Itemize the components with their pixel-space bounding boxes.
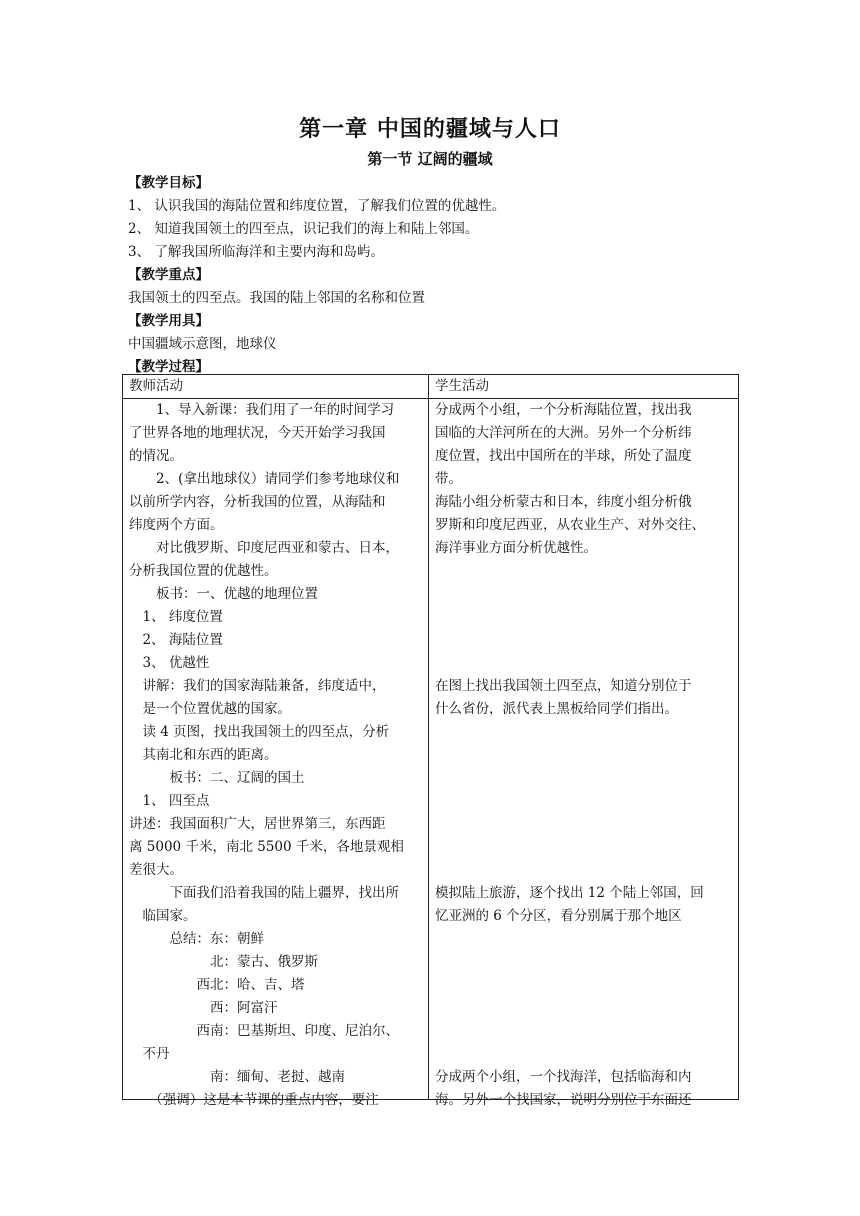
student-activity-header: 学生活动 <box>429 375 739 399</box>
key-points-text: 我国领土的四至点。我国的陆上邻国的名称和位置 <box>128 290 425 306</box>
teacher-activity-line: 2、(拿出地球仪）请同学们参考地球仪和 <box>129 471 400 487</box>
teacher-activity-line: 不丹 <box>129 1046 170 1062</box>
student-activity-line: 什么省份，派代表上黑板给同学们指出。 <box>435 701 678 717</box>
teacher-activity-line: 离 5000 千米，南北 5500 千米，各地景观相 <box>129 839 404 855</box>
chapter-title: 第一章 中国的疆域与人口 <box>299 117 561 142</box>
teacher-activity-line: 讲述：我国面积广大，居世界第三，东西距 <box>129 816 386 832</box>
teacher-activity-line: 2、 海陆位置 <box>129 632 223 648</box>
student-activity-line: 分成两个小组，一个分析海陆位置，找出我 <box>435 402 692 418</box>
teacher-activity-line: 板书：一、优越的地理位置 <box>129 586 318 602</box>
teacher-activity-line: 总结：东：朝鲜 <box>129 931 264 947</box>
teacher-activity-line: 的情况。 <box>129 448 183 464</box>
teacher-activity-line: 读 4 页图，找出我国领土的四至点，分析 <box>129 724 390 740</box>
student-activity-line: 海洋事业方面分析优越性。 <box>435 540 597 556</box>
student-activity-line: 海陆小组分析蒙古和日本，纬度小组分析俄 <box>435 494 692 510</box>
teacher-activity-line: 西南：巴基斯坦、印度、尼泊尔、 <box>129 1023 399 1039</box>
student-activity-line: 度位置，找出中国所在的半球，所处了温度 <box>435 448 692 464</box>
objective-line: 3、 了解我国所临海洋和主要内海和岛屿。 <box>128 244 384 260</box>
student-activity-line: 分成两个小组，一个找海洋，包括临海和内 <box>435 1069 692 1085</box>
objective-line: 2、 知道我国领土的四至点，识记我们的海上和陆上邻国。 <box>128 221 479 237</box>
teacher-activity-line: 纬度两个方面。 <box>129 517 224 533</box>
teacher-activity-line: 了世界各地的地理状况，今天开始学习我国 <box>129 425 386 441</box>
teacher-activity-line: 南：缅甸、老挝、越南 <box>129 1069 345 1085</box>
teacher-activity-line: 下面我们沿着我国的陆上疆界，找出所 <box>129 885 399 901</box>
student-activity-line: 罗斯和印度尼西亚，从农业生产、对外交往、 <box>435 517 705 533</box>
teacher-activity-line: 1、 四至点 <box>129 793 210 809</box>
teaching-aids-heading: 【教学用具】 <box>128 313 209 329</box>
student-activity-cell <box>429 399 739 1108</box>
teaching-process-table <box>122 374 739 1108</box>
teacher-activity-cell <box>123 399 429 1108</box>
student-activity-line: 带。 <box>435 471 462 487</box>
teacher-activity-line: 对比俄罗斯、印度尼西亚和蒙古、日本， <box>129 540 399 556</box>
teacher-activity-line: 临国家。 <box>129 908 197 924</box>
teacher-activity-line: 3、 优越性 <box>129 655 210 671</box>
teacher-activity-line: 以前所学内容，分析我国的位置，从海陆和 <box>129 494 386 510</box>
teacher-activity-line: 其南北和东西的距离。 <box>129 747 278 763</box>
objective-line: 1、 认识我国的海陆位置和纬度位置，了解我们位置的优越性。 <box>128 198 506 214</box>
teacher-activity-line: 1、导入新课：我们用了一年的时间学习 <box>129 402 395 418</box>
teacher-activity-line: 分析我国位置的优越性。 <box>129 563 278 579</box>
objectives-heading: 【教学目标】 <box>128 175 209 191</box>
teacher-activity-line: 讲解：我们的国家海陆兼备，纬度适中， <box>129 678 386 694</box>
student-activity-line: 忆亚洲的 6 个分区，看分别属于那个地区 <box>435 908 682 924</box>
student-activity-line: 海。另外一个找国家，说明分别位于东面还 <box>435 1092 692 1108</box>
student-activity-line: 模拟陆上旅游，逐个找出 12 个陆上邻国，回 <box>435 885 704 901</box>
teacher-activity-line: 1、 纬度位置 <box>129 609 223 625</box>
student-activity-line: 国临的大洋河所在的大洲。另外一个分析纬 <box>435 425 692 441</box>
teacher-activity-line: 差很大。 <box>129 862 183 878</box>
teacher-activity-line: 西北：哈、吉、塔 <box>129 977 305 993</box>
teaching-process-heading: 【教学过程】 <box>128 359 209 375</box>
key-points-heading: 【教学重点】 <box>128 267 209 283</box>
section-title: 第一节 辽阔的疆域 <box>367 150 493 168</box>
teacher-activity-line: （强调）这是本节课的重点内容，要注 <box>129 1092 379 1108</box>
teacher-activity-header: 教师活动 <box>123 375 429 399</box>
teacher-activity-line: 西：阿富汗 <box>129 1000 278 1016</box>
teacher-activity-line: 是一个位置优越的国家。 <box>129 701 291 717</box>
teacher-activity-line: 北：蒙古、俄罗斯 <box>129 954 318 970</box>
teaching-aids-text: 中国疆域示意图，地球仪 <box>128 336 277 352</box>
student-activity-line: 在图上找出我国领土四至点，知道分别位于 <box>435 678 692 694</box>
teacher-activity-line: 板书：二、辽阔的国土 <box>129 770 305 786</box>
lesson-intro <box>128 172 748 379</box>
